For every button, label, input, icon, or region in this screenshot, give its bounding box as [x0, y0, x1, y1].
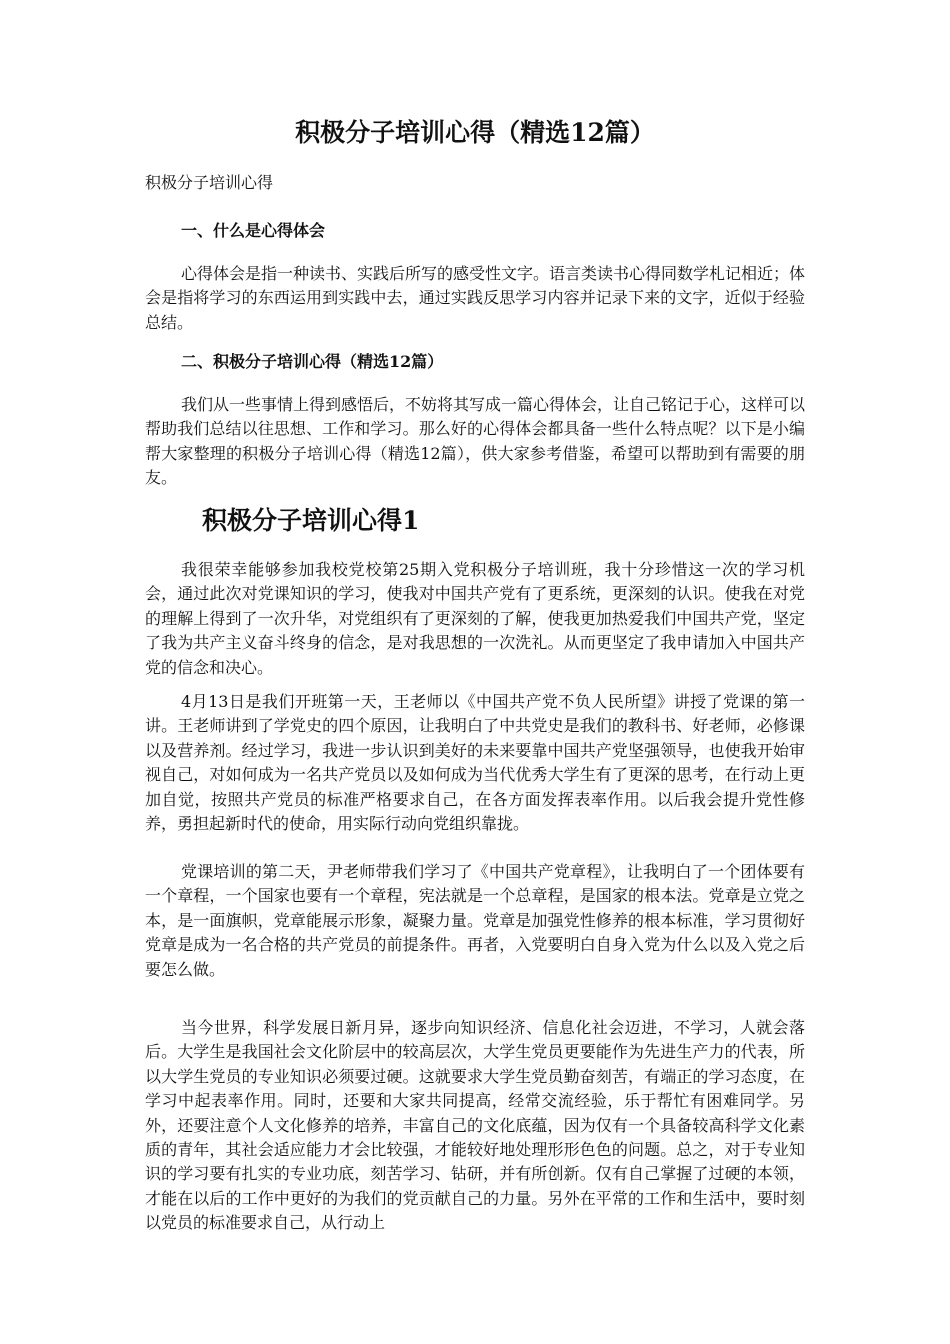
intro-paragraph-1: 心得体会是指一种读书、实践后所写的感受性文字。语言类读书心得同数学札记相近；体会是指将学习的东西运用到实践中去，通过实践反思学习内容并记录下来的文字，近似于经验总结。	[145, 264, 806, 332]
section-1-paragraph: 4月13日是我们开班第一天，王老师以《中国共产党不负人民所望》讲授了党课的第一讲。王老师讲到了学党史的四个原因，让我明白了中共党史是我们的教科书、好老师，必修课以及营养剂。经过学习，我进一步认识到美好的未来要靠中国共产党坚强领导，也使我开始审视自己，对如何成为一名共产党员以及如何成为当代优秀大学生有了更深的思考，在行动上更加自觉，按照共产党员的标准严格要求自己，在各方面发挥表率作用。以后我会提升党性修养，勇担起新时代的使命，用实际行动向党组织靠拢。	[145, 692, 805, 834]
section-1-paragraph: 当今世界，科学发展日新月异，逐步向知识经济、信息化社会迈进，不学习，人就会落后。大学生是我国社会文化阶层中的较高层次，大学生党员更要能作为先进生产力的代表，所以大学生党员的专业知识必须要过硬。这就要求大学生党员勤奋刻苦，有端正的学习态度，在学习中起表率作用。同时，还要和大家共同提高，经常交流经验，乐于帮忙有困难同学。另外，还要注意个人文化修养的培养，丰富自己的文化底蕴，因为仅有一个具备较高科学文化素质的青年，其社会适应能力才会比较强，才能较好地处理形形色色的问题。总之，对于专业知识的学习要有扎实的专业功底，刻苦学习、钻研，并有所创新。仅有自己掌握了过硬的本领，才能在以后的工作中更好的为我们的党贡献自己的力量。另外在平常的工作和生活中，要时刻以党员的标准要求自己，从行动上	[145, 1018, 805, 1233]
section-1-paragraph: 党课培训的第二天，尹老师带我们学习了《中国共产党章程》，让我明白了一个团体要有一个章程，一个国家也要有一个章程，宪法就是一个总章程，是国家的根本法。党章是立党之本，是一面旗帜，党章能展示形象，凝聚力量。党章是加强党性修养的根本标准，学习贯彻好党章是成为一名合格的共产党员的前提条件。再者，入党要明白自身入党为什么以及入党之后要怎么做。	[145, 862, 805, 979]
document-title: 积极分子培训心得（精选12篇）	[295, 118, 655, 147]
section-1-paragraph: 我很荣幸能够参加我校党校第25期入党积极分子培训班，我十分珍惜这一次的学习机会，通过此次对党课知识的学习，使我对中国共产党有了更系统，更深刻的认识。使我在对党的理解上得到了一次升华，对党组织有了更深刻的了解，使我更加热爱我们中国共产党，坚定了我为共产主义奋斗终身的信念，是对我思想的一次洗礼。从而更坚定了我申请加入中国共产党的信念和决心。	[145, 560, 805, 677]
section-title-1: 积极分子培训心得1	[202, 506, 420, 535]
heading-training-experience: 二、积极分子培训心得（精选12篇）	[181, 352, 444, 371]
document-subtitle: 积极分子培训心得	[145, 173, 274, 192]
heading-what-is-experience: 一、什么是心得体会	[181, 221, 326, 240]
intro-paragraph-2: 我们从一些事情上得到感悟后，不妨将其写成一篇心得体会，让自己铭记于心，这样可以帮助我们总结以往思想、工作和学习。那么好的心得体会都具备一些什么特点呢？以下是小编帮大家整理的积极分子培训心得（精选12篇），供大家参考借鉴，希望可以帮助到有需要的朋友。	[145, 395, 806, 488]
